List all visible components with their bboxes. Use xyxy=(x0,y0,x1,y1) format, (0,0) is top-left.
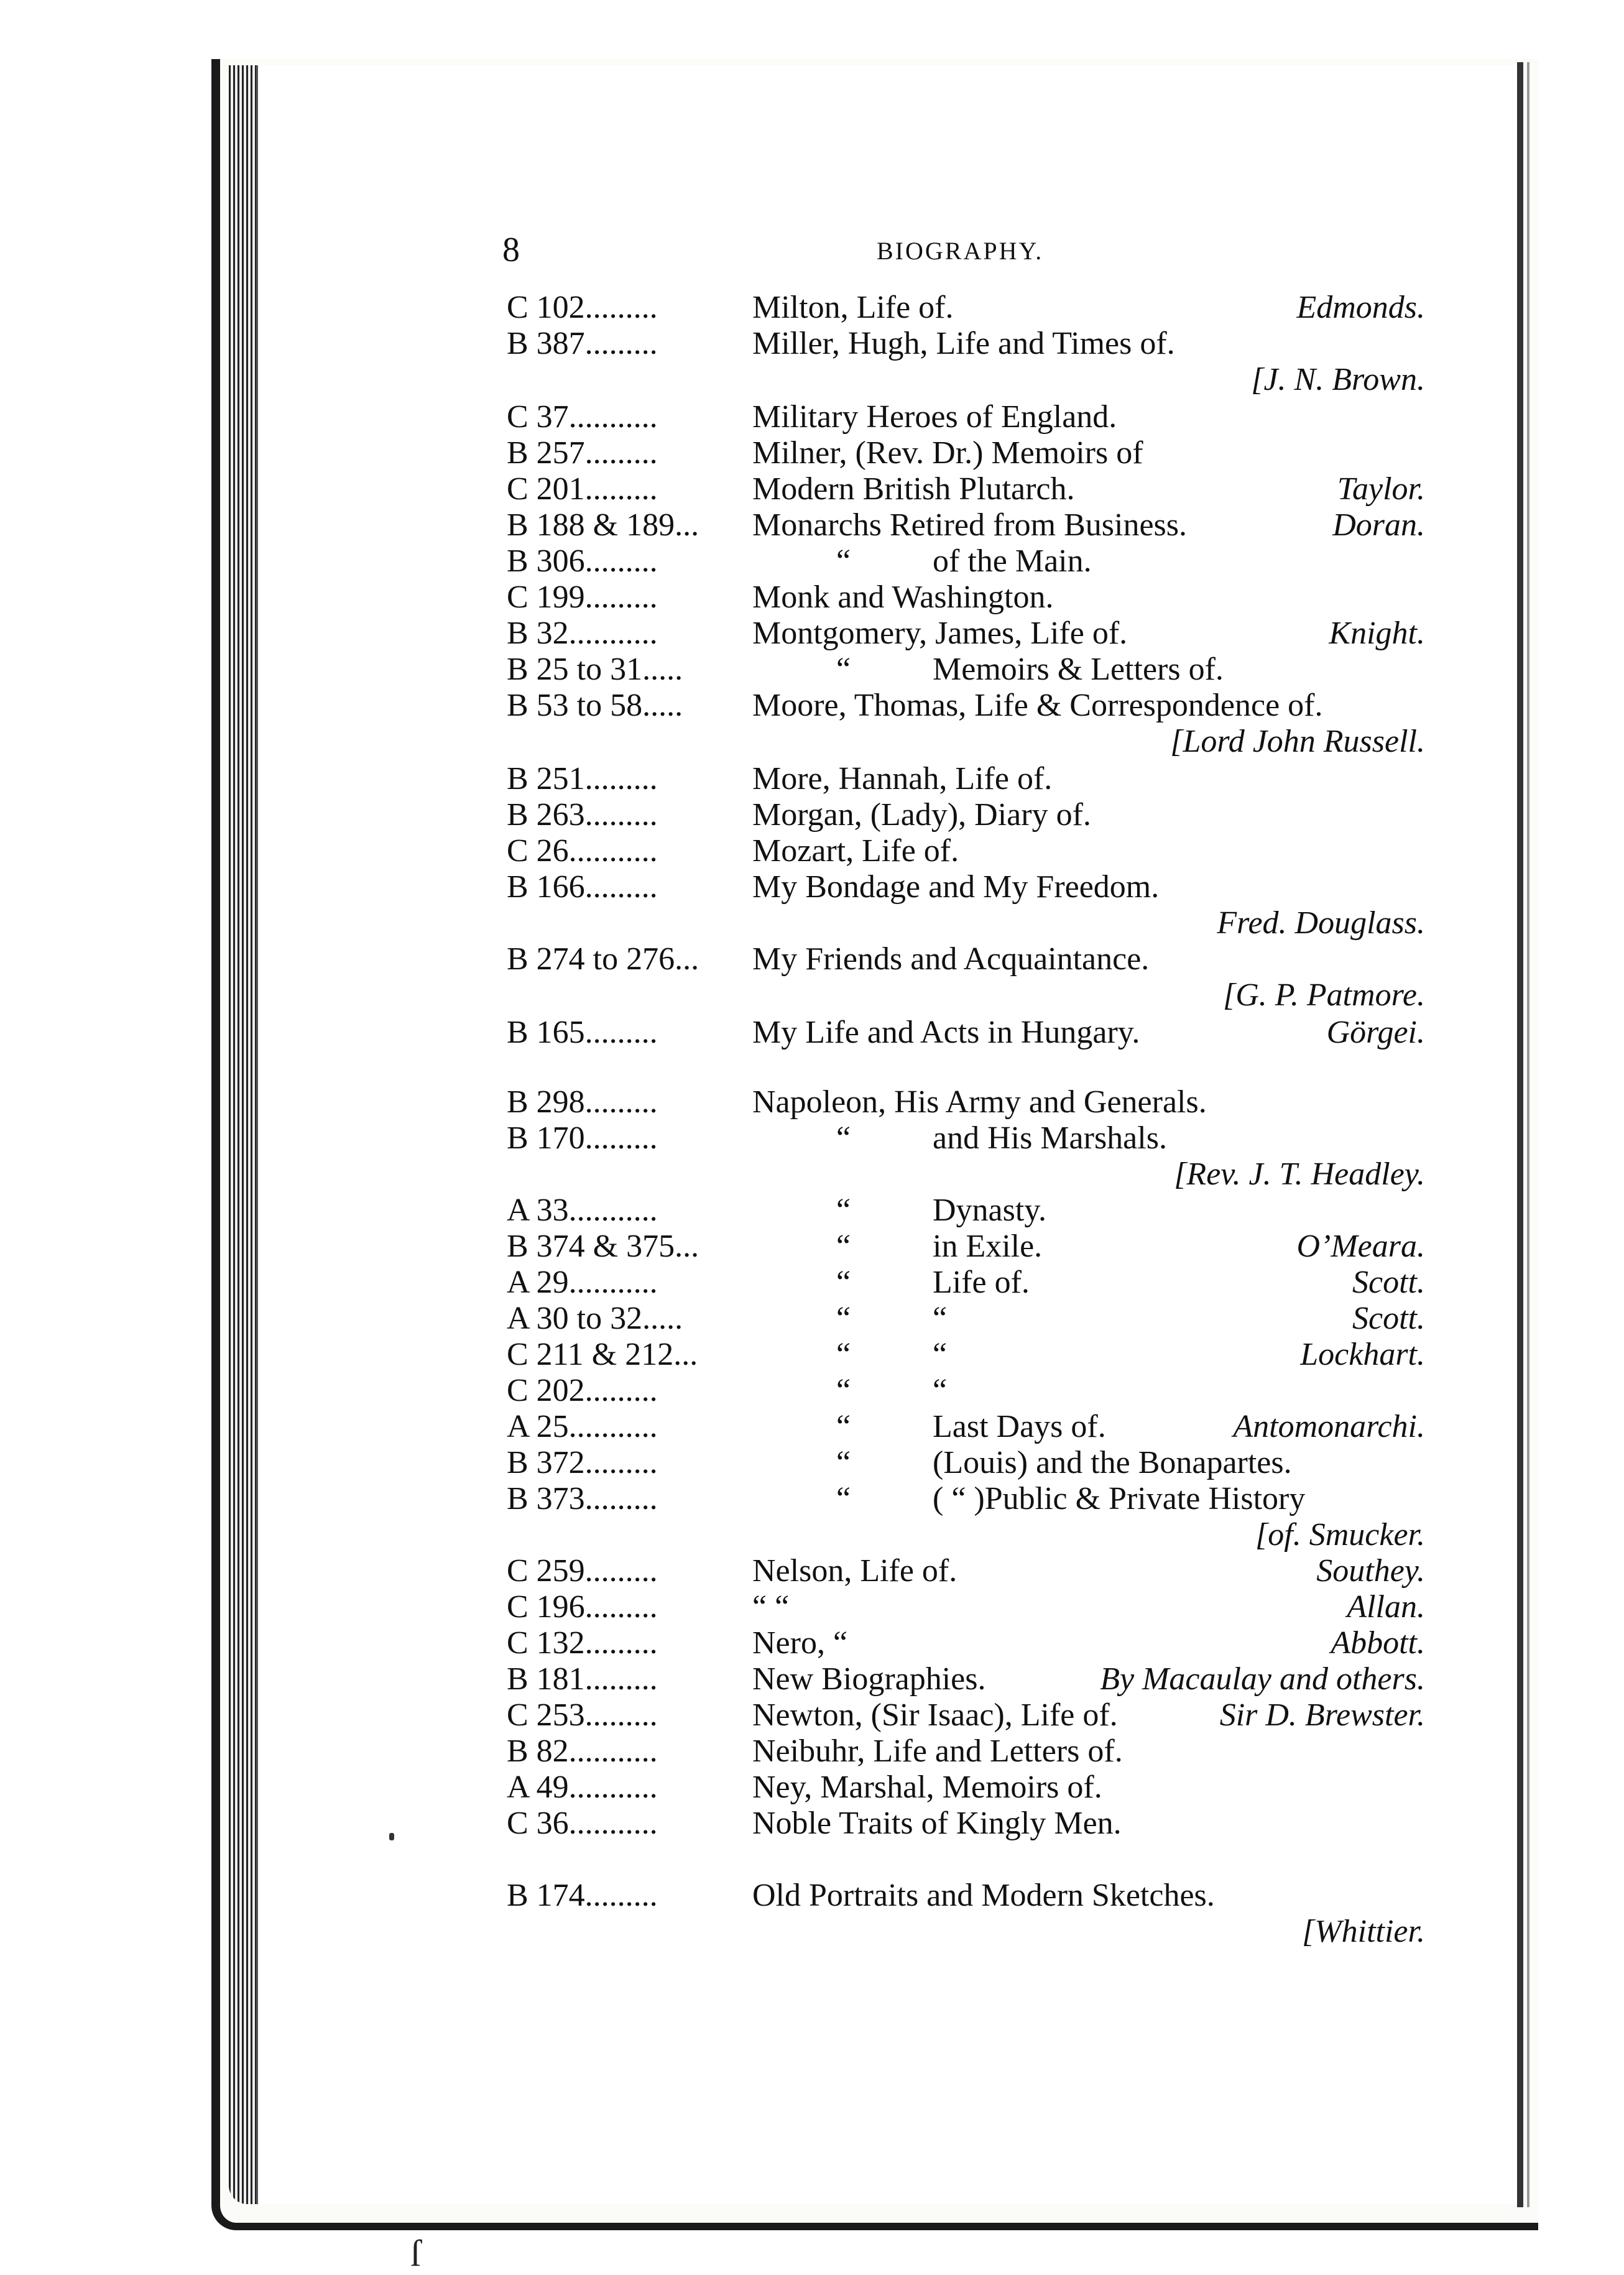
catalog-entry xyxy=(0,435,1624,471)
entry-subtitle: “ xyxy=(933,1301,948,1336)
entry-author: Sir D. Brewster. xyxy=(1219,1697,1425,1733)
catalog-entry xyxy=(0,833,1624,869)
catalog-entry xyxy=(0,1337,1624,1373)
catalog-entry xyxy=(0,977,1624,1013)
catalog-entry xyxy=(0,1625,1624,1661)
entry-author: By Macaulay and others. xyxy=(1100,1661,1425,1697)
ditto-mark: “ xyxy=(836,652,851,687)
catalog-entry xyxy=(0,688,1624,724)
ditto-mark: “ xyxy=(836,1409,851,1444)
call-number: B 174......... xyxy=(507,1878,658,1913)
ditto-mark: “ xyxy=(836,1265,851,1300)
ditto-mark: “ xyxy=(836,1337,851,1372)
ditto-mark: “ xyxy=(836,1445,851,1480)
catalog-entry xyxy=(0,399,1624,435)
call-number: B 53 to 58..... xyxy=(507,688,683,723)
catalog-entry xyxy=(0,1409,1624,1445)
entry-title: Milton, Life of. xyxy=(752,290,954,325)
entry-title: New Biographies. xyxy=(752,1661,986,1697)
entry-title: Morgan, (Lady), Diary of. xyxy=(752,797,1091,833)
catalog-entry xyxy=(0,1445,1624,1481)
catalog-entry xyxy=(0,1553,1624,1589)
entry-author: Knight. xyxy=(1329,616,1425,651)
catalog-entry xyxy=(0,1265,1624,1301)
call-number: B 387......... xyxy=(507,326,658,361)
catalog-entry xyxy=(0,1661,1624,1697)
catalog-entry xyxy=(0,1120,1624,1156)
catalog-entry xyxy=(0,1156,1624,1193)
entry-title: Napoleon, His Army and Generals. xyxy=(752,1084,1207,1120)
ditto-mark: “ xyxy=(836,1229,851,1264)
call-number: A 29........... xyxy=(507,1265,658,1300)
call-number: B 373......... xyxy=(507,1481,658,1516)
call-number: C 36........... xyxy=(507,1806,658,1841)
entry-title: More, Hannah, Life of. xyxy=(752,761,1053,796)
entry-author: Doran. xyxy=(1332,507,1425,543)
entry-author: O’Meara. xyxy=(1296,1229,1425,1264)
call-number: B 372......... xyxy=(507,1445,658,1480)
call-number: C 259......... xyxy=(507,1553,658,1589)
entry-subtitle: ( “ )Public & Private History xyxy=(933,1481,1306,1516)
entry-title: Ney, Marshal, Memoirs of. xyxy=(752,1770,1102,1805)
continuation-line: [J. N. Brown. xyxy=(1251,362,1425,397)
catalog-entry xyxy=(0,326,1624,362)
entry-author: Görgei. xyxy=(1326,1015,1425,1050)
catalog-entry xyxy=(0,1373,1624,1409)
running-head: BIOGRAPHY. xyxy=(877,237,1044,265)
entry-title: Modern British Plutarch. xyxy=(752,471,1075,507)
call-number: C 102......... xyxy=(507,290,658,325)
ditto-mark: “ xyxy=(836,1301,851,1336)
catalog-entry xyxy=(0,652,1624,688)
catalog-entry xyxy=(0,1301,1624,1337)
call-number: C 202......... xyxy=(507,1373,658,1408)
call-number: A 49........... xyxy=(507,1770,658,1805)
entry-author: Scott. xyxy=(1352,1265,1425,1300)
call-number: C 201......... xyxy=(507,471,658,507)
call-number: B 165......... xyxy=(507,1015,658,1050)
entry-subtitle: and His Marshals. xyxy=(933,1120,1167,1156)
continuation-line: [Lord John Russell. xyxy=(1170,724,1425,759)
entry-subtitle: “ xyxy=(933,1337,948,1372)
call-number: B 263......... xyxy=(507,797,658,833)
catalog-entry xyxy=(0,1229,1624,1265)
continuation-line: [of. Smucker. xyxy=(1255,1517,1425,1553)
entry-title: Miller, Hugh, Life and Times of. xyxy=(752,326,1175,361)
catalog-entry xyxy=(0,507,1624,543)
entry-title: Newton, (Sir Isaac), Life of. xyxy=(752,1697,1118,1733)
entry-title: My Friends and Acquaintance. xyxy=(752,941,1150,977)
call-number: A 30 to 32..... xyxy=(507,1301,683,1336)
entry-title: Monarchs Retired from Business. xyxy=(752,507,1188,543)
call-number: C 26........... xyxy=(507,833,658,869)
ditto-mark: “ xyxy=(836,1373,851,1408)
catalog-entry xyxy=(0,616,1624,652)
call-number: B 251......... xyxy=(507,761,658,796)
catalog-entry xyxy=(0,1517,1624,1553)
call-number: B 257......... xyxy=(507,435,658,471)
call-number: C 253......... xyxy=(507,1697,658,1733)
catalog-entry xyxy=(0,362,1624,398)
entry-author: Antomonarchi. xyxy=(1233,1409,1425,1444)
call-number: B 306......... xyxy=(507,543,658,579)
entry-subtitle: of the Main. xyxy=(933,543,1092,579)
entry-title: Old Portraits and Modern Sketches. xyxy=(752,1878,1215,1913)
entry-subtitle: (Louis) and the Bonapartes. xyxy=(933,1445,1292,1480)
ditto-mark: “ xyxy=(836,1120,851,1156)
continuation-line: Fred. Douglass. xyxy=(1217,905,1425,941)
entry-title: Mozart, Life of. xyxy=(752,833,959,869)
call-number: C 199......... xyxy=(507,579,658,615)
entry-title: Nelson, Life of. xyxy=(752,1553,957,1589)
call-number: B 32........... xyxy=(507,616,658,651)
catalog-entry xyxy=(0,290,1624,326)
entry-title: Noble Traits of Kingly Men. xyxy=(752,1806,1122,1841)
entry-title: Nero, “ xyxy=(752,1625,848,1661)
entry-title: Montgomery, James, Life of. xyxy=(752,616,1128,651)
catalog-entry xyxy=(0,797,1624,833)
catalog-entry xyxy=(0,905,1624,941)
call-number: B 170......... xyxy=(507,1120,658,1156)
entry-author: Taylor. xyxy=(1337,471,1425,507)
call-number: B 181......... xyxy=(507,1661,658,1697)
catalog-entry xyxy=(0,1589,1624,1625)
entry-author: Lockhart. xyxy=(1300,1337,1425,1372)
entry-title: Neibuhr, Life and Letters of. xyxy=(752,1733,1123,1769)
catalog-entry xyxy=(0,1914,1624,1950)
entry-subtitle: “ xyxy=(933,1373,948,1408)
entry-subtitle: Life of. xyxy=(933,1265,1030,1300)
entry-subtitle: Last Days of. xyxy=(933,1409,1106,1444)
continuation-line: [Whittier. xyxy=(1302,1914,1425,1949)
continuation-line: [Rev. J. T. Headley. xyxy=(1174,1156,1425,1192)
call-number: B 25 to 31..... xyxy=(507,652,683,687)
ditto-mark: “ xyxy=(836,1481,851,1516)
call-number: C 196......... xyxy=(507,1589,658,1625)
entry-author: Allan. xyxy=(1347,1589,1425,1625)
entry-author: Edmonds. xyxy=(1296,290,1425,325)
ditto-mark: “ xyxy=(836,1193,851,1228)
entry-subtitle: Memoirs & Letters of. xyxy=(933,652,1224,687)
entry-title: “ “ xyxy=(752,1589,790,1625)
catalog-entry xyxy=(0,579,1624,616)
bottom-scan-mark: ſ xyxy=(410,2233,421,2274)
continuation-line: [G. P. Patmore. xyxy=(1223,977,1425,1013)
catalog-entry xyxy=(0,1084,1624,1120)
catalog-entry xyxy=(0,1770,1624,1806)
catalog-entry xyxy=(0,1193,1624,1229)
catalog-entry xyxy=(0,761,1624,797)
catalog-entry xyxy=(0,724,1624,760)
call-number: B 374 & 375... xyxy=(507,1229,699,1264)
call-number: B 274 to 276... xyxy=(507,941,699,977)
call-number: C 211 & 212... xyxy=(507,1337,698,1372)
entry-author: Southey. xyxy=(1316,1553,1425,1589)
call-number: A 33........... xyxy=(507,1193,658,1228)
catalog-entry xyxy=(0,1733,1624,1770)
catalog-entry xyxy=(0,941,1624,977)
entry-title: My Bondage and My Freedom. xyxy=(752,869,1160,905)
catalog-entry xyxy=(0,1697,1624,1733)
catalog-entry xyxy=(0,1806,1624,1842)
entry-title: Milner, (Rev. Dr.) Memoirs of xyxy=(752,435,1143,471)
catalog-entry xyxy=(0,1878,1624,1914)
call-number: B 298......... xyxy=(507,1084,658,1120)
entry-title: Moore, Thomas, Life & Correspondence of. xyxy=(752,688,1323,723)
entry-author: Abbott. xyxy=(1331,1625,1425,1661)
call-number: B 166......... xyxy=(507,869,658,905)
call-number: C 37........... xyxy=(507,399,658,435)
call-number: C 132......... xyxy=(507,1625,658,1661)
entry-author: Scott. xyxy=(1352,1301,1425,1336)
catalog-entry xyxy=(0,471,1624,507)
entry-title: Monk and Washington. xyxy=(752,579,1054,615)
entry-subtitle: Dynasty. xyxy=(933,1193,1046,1228)
entry-title: Military Heroes of England. xyxy=(752,399,1117,435)
page-number: 8 xyxy=(502,231,520,269)
catalog-entry xyxy=(0,1015,1624,1051)
entry-subtitle: in Exile. xyxy=(933,1229,1043,1264)
call-number: B 188 & 189... xyxy=(507,507,699,543)
call-number: B 82........... xyxy=(507,1733,658,1769)
catalog-entry xyxy=(0,869,1624,905)
catalog-entry xyxy=(0,543,1624,579)
catalog-entry xyxy=(0,1481,1624,1517)
entry-title: My Life and Acts in Hungary. xyxy=(752,1015,1140,1050)
call-number: A 25........... xyxy=(507,1409,658,1444)
ditto-mark: “ xyxy=(836,543,851,579)
